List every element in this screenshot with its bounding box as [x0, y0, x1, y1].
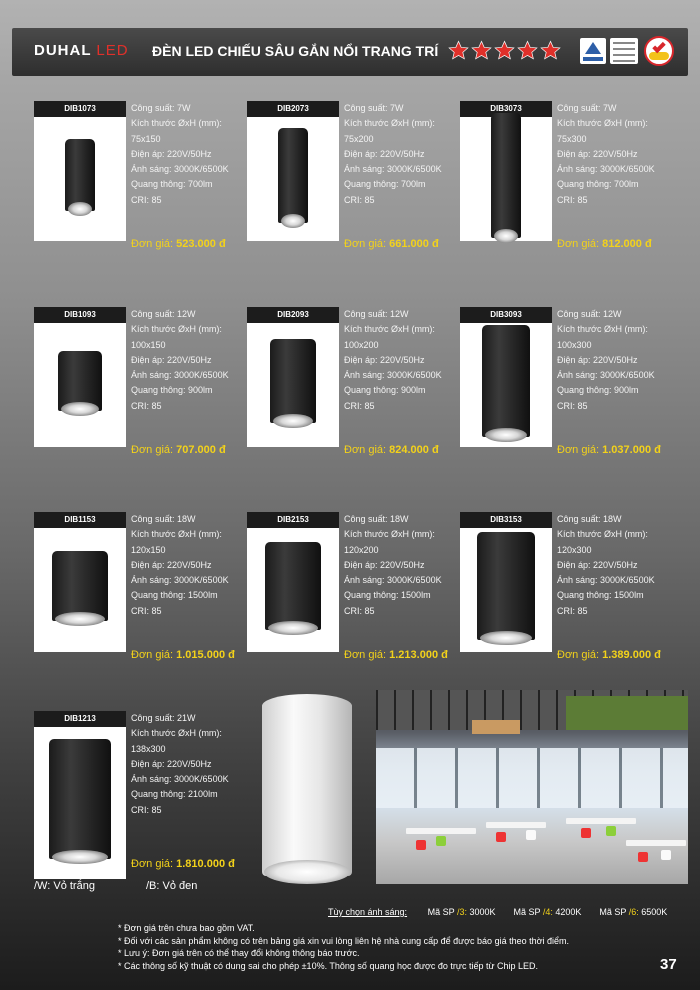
- spec-flux: Quang thông: 900lm: [557, 385, 639, 396]
- star-icon: [448, 40, 469, 61]
- star-icon: [494, 40, 515, 61]
- price-label: Đơn giá:: [557, 444, 603, 456]
- certification-badge-icon: [580, 38, 606, 64]
- spec-cri: CRI: 85: [557, 400, 588, 411]
- spec-voltage: Điện áp: 220V/50Hz: [557, 559, 638, 570]
- light-color-options: [328, 907, 667, 917]
- product-card: [247, 307, 457, 477]
- spec-cri: CRI: 85: [344, 605, 375, 616]
- product-card: [34, 101, 244, 271]
- quality-seal-icon: [644, 36, 674, 66]
- spec-dim-label: Kích thước ØxH (mm):: [557, 324, 648, 335]
- product-code: DIB1213: [34, 711, 126, 727]
- spec-light: Ánh sáng: 3000K/6500K: [557, 164, 655, 175]
- spec-cri: CRI: 85: [131, 400, 162, 411]
- spec-power: Công suất: 12W: [557, 309, 622, 319]
- spec-power: Công suất: 12W: [344, 309, 409, 319]
- spec-dim: 100x150: [131, 339, 166, 350]
- spec-flux: Quang thông: 1500lm: [557, 590, 644, 601]
- product-specs: [344, 101, 442, 208]
- product-card: [247, 101, 457, 271]
- spec-power: Công suất: 18W: [344, 514, 409, 524]
- spec-power: Công suất: 18W: [557, 514, 622, 524]
- spec-light: Ánh sáng: 3000K/6500K: [557, 370, 655, 381]
- downlight-icon: [270, 339, 316, 423]
- product-photo: [34, 727, 126, 879]
- spec-dim-label: Kích thước ØxH (mm):: [131, 324, 222, 335]
- product-code: DIB2093: [247, 307, 339, 323]
- product-price: [557, 444, 661, 456]
- product-specs: [344, 512, 442, 619]
- product-code: DIB1073: [34, 101, 126, 117]
- spec-light: Ánh sáng: 3000K/6500K: [344, 164, 442, 175]
- spec-power: Công suất: 7W: [131, 103, 191, 113]
- spec-dim: 100x300: [557, 339, 592, 350]
- price-value: 812.000 đ: [602, 238, 652, 250]
- product-card: [34, 711, 244, 881]
- spec-flux: Quang thông: 1500lm: [344, 590, 431, 601]
- brand-name: DUHAL: [34, 42, 92, 59]
- product-price: [557, 649, 661, 661]
- page-title: ĐÈN LED CHIẾU SÂU GẮN NỔI TRANG TRÍ: [152, 43, 439, 59]
- price-value: 1.213.000 đ: [389, 649, 448, 661]
- product-specs: [557, 512, 655, 619]
- product-photo: [34, 528, 126, 652]
- product-code: DIB3073: [460, 101, 552, 117]
- spec-flux: Quang thông: 2100lm: [131, 789, 218, 800]
- star-icon: [540, 40, 561, 61]
- spec-power: Công suất: 18W: [131, 514, 196, 524]
- spec-flux: Quang thông: 1500lm: [131, 590, 218, 601]
- product-code: DIB1093: [34, 307, 126, 323]
- spec-flux: Quang thông: 700lm: [344, 179, 426, 190]
- spec-voltage: Điện áp: 220V/50Hz: [131, 758, 212, 769]
- product-price: [344, 444, 439, 456]
- price-value: 1.810.000 đ: [176, 858, 235, 870]
- iso-certificate-icon: [610, 38, 638, 64]
- spec-voltage: Điện áp: 220V/50Hz: [557, 354, 638, 365]
- price-value: 1.037.000 đ: [602, 444, 661, 456]
- product-photo: [460, 117, 552, 241]
- spec-voltage: Điện áp: 220V/50Hz: [344, 354, 425, 365]
- spec-voltage: Điện áp: 220V/50Hz: [344, 559, 425, 570]
- spec-dim: 75x300: [557, 133, 587, 144]
- price-label: Đơn giá:: [557, 649, 603, 661]
- footnote-line: * Đơn giá trên chưa bao gồm VAT.: [118, 923, 255, 933]
- spec-cri: CRI: 85: [131, 194, 162, 205]
- price-label: Đơn giá:: [344, 649, 390, 661]
- product-specs: [557, 101, 655, 208]
- product-card: [34, 307, 244, 477]
- spec-light: Ánh sáng: 3000K/6500K: [344, 370, 442, 381]
- spec-power: Công suất: 21W: [131, 713, 196, 723]
- downlight-icon: [58, 351, 102, 411]
- page-number: 37: [660, 956, 677, 973]
- product-specs: [131, 711, 229, 818]
- spec-light: Ánh sáng: 3000K/6500K: [131, 774, 229, 785]
- rating-stars: [448, 40, 561, 61]
- product-code: DIB2153: [247, 512, 339, 528]
- product-code: DIB2073: [247, 101, 339, 117]
- spec-flux: Quang thông: 900lm: [344, 385, 426, 396]
- spec-cri: CRI: 85: [344, 194, 375, 205]
- price-label: Đơn giá:: [344, 238, 390, 250]
- product-specs: [344, 307, 442, 414]
- spec-dim-label: Kích thước ØxH (mm):: [344, 529, 435, 540]
- spec-light: Ánh sáng: 3000K/6500K: [344, 575, 442, 586]
- spec-dim-label: Kích thước ØxH (mm):: [131, 118, 222, 129]
- spec-dim: 75x200: [344, 133, 374, 144]
- spec-dim-label: Kích thước ØxH (mm):: [131, 529, 222, 540]
- product-price: [344, 238, 439, 250]
- spec-cri: CRI: 85: [557, 194, 588, 205]
- product-photo: [34, 323, 126, 447]
- spec-dim-label: Kích thước ØxH (mm):: [344, 118, 435, 129]
- footnote-line: * Đối với các sản phẩm không có trên bảng giá xin vui lòng liên hệ nhà cung cấp để được báo giá theo thời điểm.: [118, 935, 570, 946]
- downlight-icon: [65, 139, 95, 211]
- variant-white: /W: Vỏ trắng: [34, 880, 95, 892]
- product-photo: [34, 117, 126, 241]
- product-specs: [557, 307, 655, 414]
- page-header: [12, 28, 688, 76]
- spec-dim: 75x150: [131, 133, 161, 144]
- price-value: 1.389.000 đ: [602, 649, 661, 661]
- light-option: Mã SP /3: 3000K: [427, 907, 496, 917]
- product-photo: [247, 117, 339, 241]
- spec-flux: Quang thông: 700lm: [557, 179, 639, 190]
- spec-power: Công suất: 7W: [557, 103, 617, 113]
- price-value: 707.000 đ: [176, 444, 226, 456]
- product-photo: [460, 528, 552, 652]
- price-value: 523.000 đ: [176, 238, 226, 250]
- footnotes: [118, 922, 569, 972]
- variant-black: /B: Vỏ đen: [146, 880, 198, 892]
- spec-cri: CRI: 85: [131, 605, 162, 616]
- price-label: Đơn giá:: [557, 238, 603, 250]
- spec-flux: Quang thông: 900lm: [131, 385, 213, 396]
- price-label: Đơn giá:: [131, 858, 177, 870]
- spec-cri: CRI: 85: [131, 804, 162, 815]
- spec-voltage: Điện áp: 220V/50Hz: [131, 559, 212, 570]
- white-downlight-image: [262, 694, 352, 876]
- product-photo: [247, 323, 339, 447]
- product-price: [131, 238, 226, 250]
- spec-cri: CRI: 85: [557, 605, 588, 616]
- price-value: 824.000 đ: [389, 444, 439, 456]
- downlight-icon: [482, 325, 530, 437]
- spec-dim-label: Kích thước ØxH (mm):: [131, 728, 222, 739]
- spec-light: Ánh sáng: 3000K/6500K: [131, 164, 229, 175]
- product-price: [557, 238, 652, 250]
- product-price: [131, 444, 226, 456]
- product-price: [131, 858, 235, 870]
- price-value: 1.015.000 đ: [176, 649, 235, 661]
- product-specs: [131, 307, 229, 414]
- footnote-line: * Các thông số kỹ thuật có dung sai cho phép ±10%. Thông số quang học được đo trực tiếp từ Chip LED.: [118, 960, 538, 971]
- spec-voltage: Điện áp: 220V/50Hz: [131, 148, 212, 159]
- price-label: Đơn giá:: [131, 649, 177, 661]
- product-card: [460, 512, 670, 682]
- spec-light: Ánh sáng: 3000K/6500K: [557, 575, 655, 586]
- light-option: Mã SP /4: 4200K: [513, 907, 582, 917]
- product-price: [131, 649, 235, 661]
- downlight-icon: [49, 739, 111, 859]
- spec-cri: CRI: 85: [344, 400, 375, 411]
- price-value: 661.000 đ: [389, 238, 439, 250]
- downlight-icon: [491, 113, 521, 238]
- spec-power: Công suất: 7W: [344, 103, 404, 113]
- price-label: Đơn giá:: [131, 238, 177, 250]
- spec-dim: 138x300: [131, 743, 166, 754]
- spec-light: Ánh sáng: 3000K/6500K: [131, 575, 229, 586]
- spec-voltage: Điện áp: 220V/50Hz: [131, 354, 212, 365]
- product-card: [460, 307, 670, 477]
- spec-dim: 120x200: [344, 544, 379, 555]
- spec-dim-label: Kích thước ØxH (mm):: [557, 529, 648, 540]
- product-card: [34, 512, 244, 682]
- price-label: Đơn giá:: [131, 444, 177, 456]
- product-code: DIB3093: [460, 307, 552, 323]
- star-icon: [517, 40, 538, 61]
- spec-light: Ánh sáng: 3000K/6500K: [131, 370, 229, 381]
- product-photo: [460, 323, 552, 447]
- brand-accent: LED: [96, 42, 129, 59]
- footnote-line: * Lưu ý: Đơn giá trên có thể thay đổi không thông báo trước.: [118, 948, 360, 958]
- spec-power: Công suất: 12W: [131, 309, 196, 319]
- product-card: [247, 512, 457, 682]
- downlight-icon: [278, 128, 308, 223]
- spec-dim: 120x150: [131, 544, 166, 555]
- light-option: Mã SP /6: 6500K: [599, 907, 668, 917]
- brand-logo: [34, 42, 129, 59]
- spec-dim-label: Kích thước ØxH (mm):: [344, 324, 435, 335]
- product-photo: [247, 528, 339, 652]
- product-price: [344, 649, 448, 661]
- downlight-icon: [477, 532, 535, 640]
- spec-voltage: Điện áp: 220V/50Hz: [344, 148, 425, 159]
- price-label: Đơn giá:: [344, 444, 390, 456]
- product-code: DIB1153: [34, 512, 126, 528]
- star-icon: [471, 40, 492, 61]
- product-card: [460, 101, 670, 271]
- product-code: DIB3153: [460, 512, 552, 528]
- product-specs: [131, 101, 229, 208]
- downlight-icon: [265, 542, 321, 630]
- spec-flux: Quang thông: 700lm: [131, 179, 213, 190]
- spec-voltage: Điện áp: 220V/50Hz: [557, 148, 638, 159]
- spec-dim: 120x300: [557, 544, 592, 555]
- spec-dim-label: Kích thước ØxH (mm):: [557, 118, 648, 129]
- light-options-label: Tùy chọn ánh sáng:: [328, 907, 408, 917]
- product-specs: [131, 512, 229, 619]
- downlight-icon: [52, 551, 108, 621]
- spec-dim: 100x200: [344, 339, 379, 350]
- installation-photo: [376, 690, 688, 884]
